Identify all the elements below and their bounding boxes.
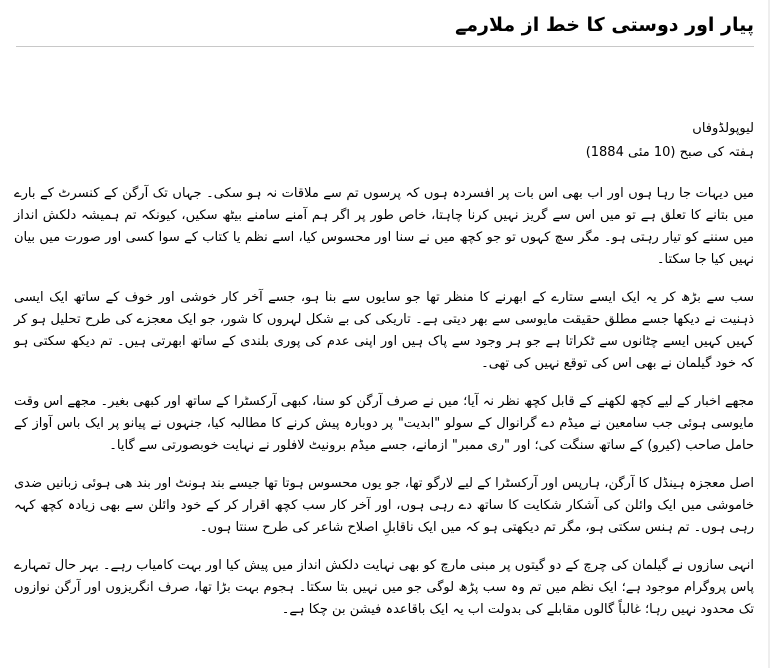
paragraph-2: سب سے بڑھ کر یہ ایک ایسے ستارے کے ابھرنے کا منظر تھا جو سایوں سے بنا ہو، جسے آخر کار خوشی اور خوف کے ساتھ ایک ایسی ذہنیت نے دیکھا جسے مطلق حقیقت مایوسی سے بھر دیتی ہے۔ تاریکی کی بے شکل لہروں کا شور، جو ایک معجزے کی طرح تحلیل ہو کر کہیں کہیں ایسے چٹانوں سے ٹکراتا ہے جو ہر وجود سے پاک ہیں اور اپنی عدم کی پوری بلندی کے ساتھ ابھرتی ہیں۔ تم دیکھ سکتی ہو کہ خود گیلمان نے بھی اس کی توقع نہیں کی تھی۔: [14, 290, 754, 371]
document-title: پیار اور دوستی کا خط از ملارمے: [455, 14, 754, 36]
paragraph-5: انہی سازوں نے گیلمان کی چرچ کے دو گیتوں پر مبنی مارچ کو بھی نہایت دلکش انداز میں پیش کیا اور بہت کامیاب رہے۔ بہر حال تمہارے پاس پروگرام موجود ہے؛ ایک نظم میں تم وہ سب پڑھ لوگی جو میں نہیں بتا سکتا۔ ہجوم بہت بڑا تھا، صرف انگریزوں اور آرگن نوازوں تک محدود نہیں رہا؛ غالباً گالوں مقابلے کی بدولت اب یہ ایک باقاعدہ فیشن بن چکا ہے۔: [14, 558, 754, 617]
letter-body: [14, 183, 754, 637]
paragraph-1: میں دیہات جا رہا ہوں اور اب بھی اس بات پر افسردہ ہوں کہ پرسوں تم سے ملاقات نہ ہو سکی۔ جہاں تک آرگن کے کنسرٹ کے بارے میں بتانے کا تعلق ہے تو میں اس سے گریز نہیں کرنا چاہتا، خاص طور پر اگر ہم آمنے سامنے بیٹھ سکیں، کیونکہ تم ہمیشہ دلکش انداز میں سننے کو تیار رہتی ہو۔ مگر سچ کہوں تو جو کچھ میں نے سنا اور محسوس کیا، اسے نظم یا کتاب کے سوا کسی اور صورت میں بیان نہیں کیا جا سکتا۔: [14, 186, 754, 267]
paragraph-3: مجھے اخبار کے لیے کچھ لکھنے کے قابل کچھ نظر نہ آیا؛ میں نے صرف آرگن کو سنا، کبھی آرکسٹرا کے ساتھ اور کبھی بغیر۔ مجھے اس وقت مایوسی ہوئی جب سامعین نے میڈم دے گرانوال کے سولو "ابدیت" پر دوبارہ پیش کرنے کا مطالبہ کیا، جنہوں نے پیانو پر ایک باس آواز کے حامل صاحب (کیرو) کے ساتھ سنگت کی؛ اور "ری ممبر" ازمانے، جسے میڈم برونیٹ لافلور نے نہایت خوبصورتی سے گایا۔: [14, 394, 754, 453]
title-divider: [16, 46, 754, 47]
paragraph-4: اصل معجزہ ہینڈل کا آرگن، ہارپس اور آرکسٹرا کے لیے لارگو تھا، جو یوں محسوس ہوتا تھا جیسے بند ہونٹ اور بند ھی ہوئی زبانیں ضدی خاموشی میں ایک وائلن کی آشکار شکایت کا ساتھ دے رہی ہوں، اور آخر کار سب کچھ اقرار کر کے خود وائلن سے بھی زیادہ کچھ کہہ رہی ہوں۔ تم ہنس سکتی ہو، مگر تم دیکھتی ہو کہ میں ایک ناقابلِ اصلاح شاعر کی طرح سنتا ہوں۔: [14, 476, 754, 535]
dateline: ہفتہ کی صبح (10 مئی 1884): [585, 145, 754, 160]
author-name: لیوپولڈوفاں: [692, 121, 754, 136]
